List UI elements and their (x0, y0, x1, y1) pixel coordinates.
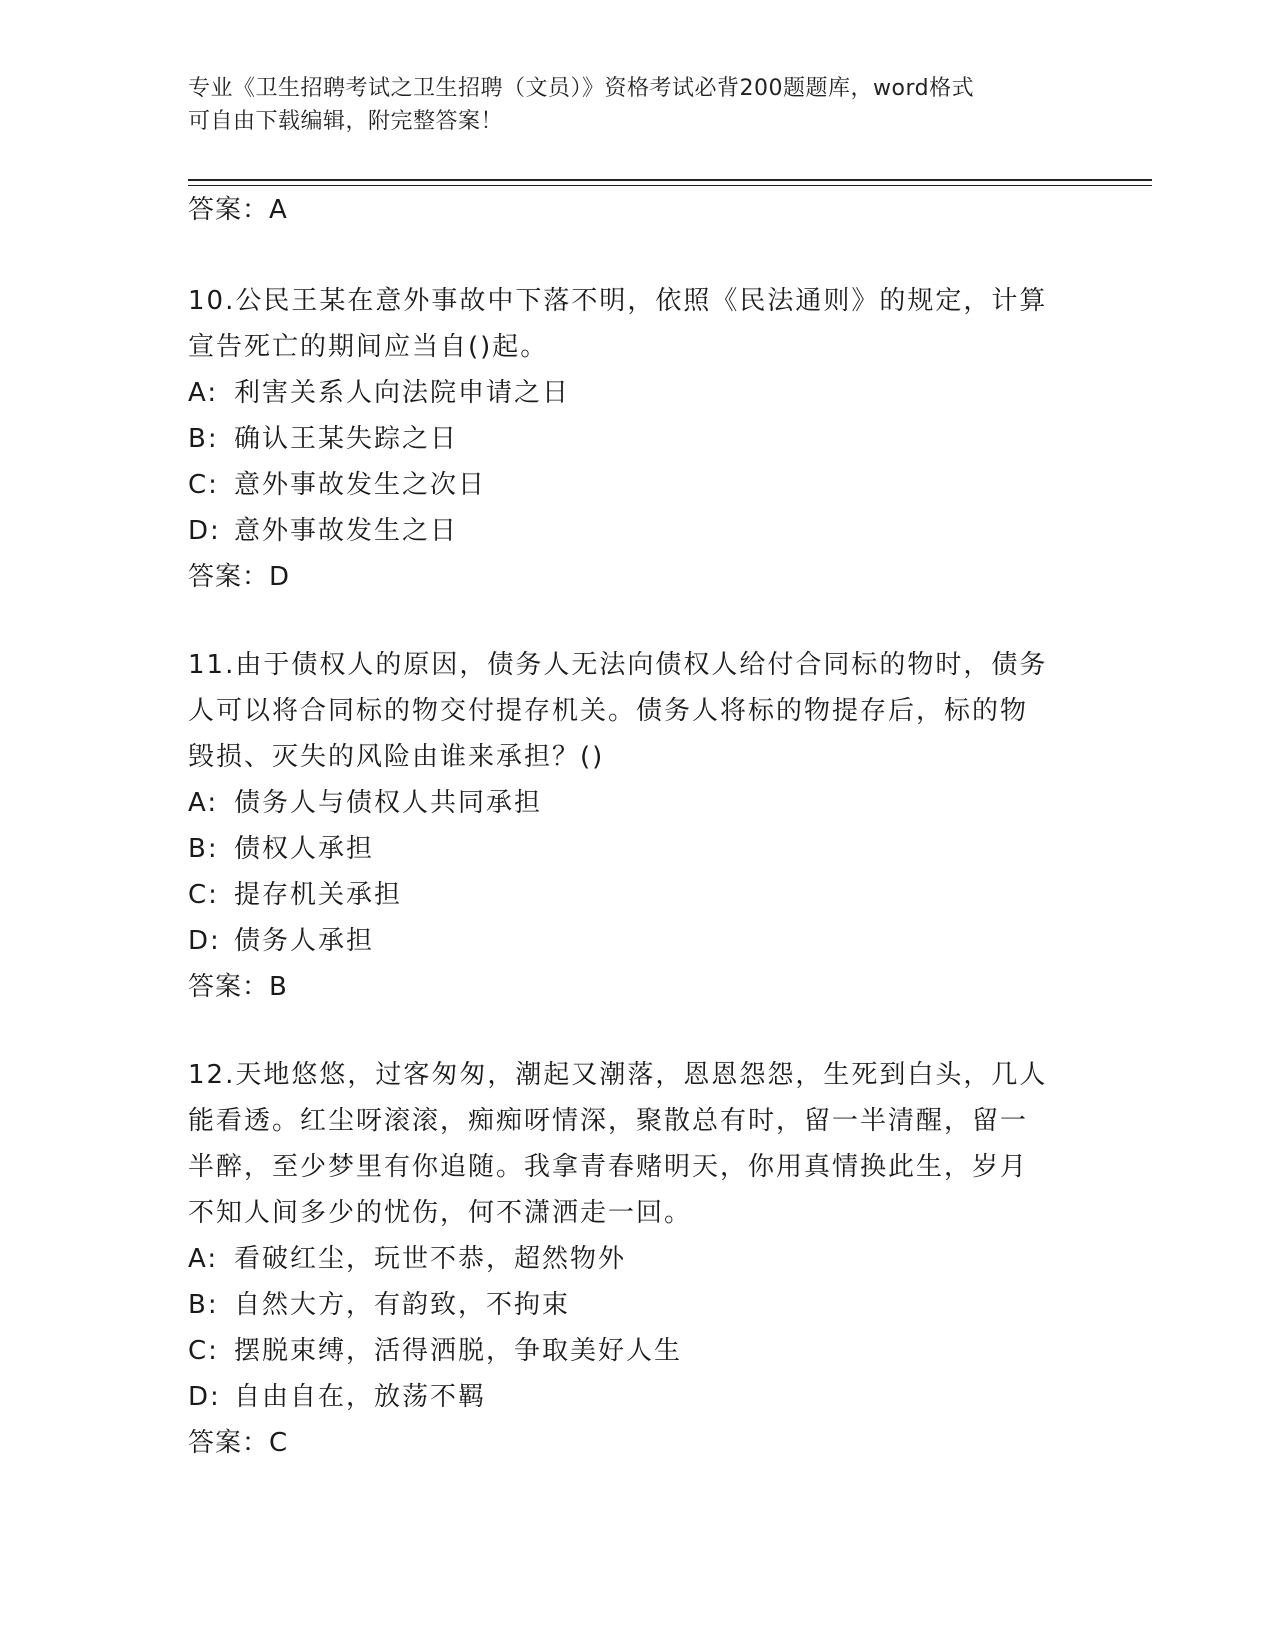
option-text: 确认王某失踪之日 (234, 424, 459, 454)
question-12 (188, 1052, 1088, 1466)
option-c (188, 462, 1088, 508)
option-key: B: (188, 834, 219, 864)
option-d (188, 918, 1088, 964)
option-key: C: (188, 1336, 219, 1366)
option-c (188, 1328, 1088, 1374)
stem-line: 12.天地悠悠，过客匆匆，潮起又潮落，恩恩怨怨，生死到白头，几人 (188, 1060, 1048, 1090)
option-key: D: (188, 926, 221, 956)
answer-previous: 答案：A (188, 195, 288, 225)
option-text: 摆脱束缚，活得洒脱，争取美好人生 (234, 1336, 683, 1366)
option-text: 看破红尘，玩世不恭，超然物外 (234, 1244, 627, 1274)
header-rule-thick (188, 179, 1152, 181)
stem-line: 11.由于债权人的原因，债务人无法向债权人给付合同标的物时，债务 (188, 650, 1048, 680)
option-b (188, 1282, 1088, 1328)
option-text: 利害关系人向法院申请之日 (234, 378, 571, 408)
option-text: 自由自在，放荡不羁 (234, 1382, 487, 1412)
answer-12: 答案：C (188, 1428, 289, 1458)
option-c (188, 872, 1088, 918)
option-text: 债务人承担 (234, 926, 375, 956)
header-rule-thin (188, 185, 1152, 186)
question-stem (188, 278, 1088, 370)
option-key: B: (188, 424, 219, 454)
stem-line: 10.公民王某在意外事故中下落不明，依照《民法通则》的规定，计算 (188, 286, 1048, 316)
option-key: A: (188, 378, 219, 408)
option-text: 意外事故发生之日 (234, 516, 459, 546)
header-line-1: 专业《卫生招聘考试之卫生招聘（文员）》资格考试必背200题题库，word格式 (188, 76, 975, 101)
answer-10: 答案：D (188, 562, 291, 592)
option-key: D: (188, 1382, 221, 1412)
stem-line: 人可以将合同标的物交付提存机关。债务人将标的物提存后，标的物 (188, 696, 1029, 726)
question-stem (188, 642, 1088, 780)
option-a (188, 1236, 1088, 1282)
stem-line: 半醉，至少梦里有你追随。我拿青春赌明天，你用真情换此生，岁月 (188, 1152, 1029, 1182)
option-text: 自然大方，有韵致，不拘束 (234, 1290, 571, 1320)
header-line-2: 可自由下载编辑，附完整答案！ (188, 109, 504, 134)
option-key: C: (188, 880, 219, 910)
question-stem (188, 1052, 1088, 1236)
option-key: D: (188, 516, 221, 546)
answer-11: 答案：B (188, 972, 288, 1002)
option-text: 提存机关承担 (234, 880, 403, 910)
option-d (188, 508, 1088, 554)
question-11 (188, 642, 1088, 1010)
option-key: A: (188, 788, 219, 818)
option-key: C: (188, 470, 219, 500)
option-key: A: (188, 1244, 219, 1274)
option-b (188, 416, 1088, 462)
option-d (188, 1374, 1088, 1420)
document-body (188, 190, 1088, 1466)
option-a (188, 780, 1088, 826)
option-b (188, 826, 1088, 872)
document-header (188, 72, 1088, 138)
question-10 (188, 278, 1088, 600)
option-key: B: (188, 1290, 219, 1320)
option-a (188, 370, 1088, 416)
stem-line: 能看透。红尘呀滚滚，痴痴呀情深，聚散总有时，留一半清醒，留一 (188, 1106, 1029, 1136)
option-text: 意外事故发生之次日 (234, 470, 487, 500)
stem-line: 不知人间多少的忧伤，何不潇洒走一回。 (188, 1198, 693, 1228)
stem-line: 宣告死亡的期间应当自()起。 (188, 332, 549, 362)
option-text: 债权人承担 (234, 834, 375, 864)
option-text: 债务人与债权人共同承担 (234, 788, 543, 818)
stem-line: 毁损、灭失的风险由谁来承担？() (188, 742, 605, 772)
